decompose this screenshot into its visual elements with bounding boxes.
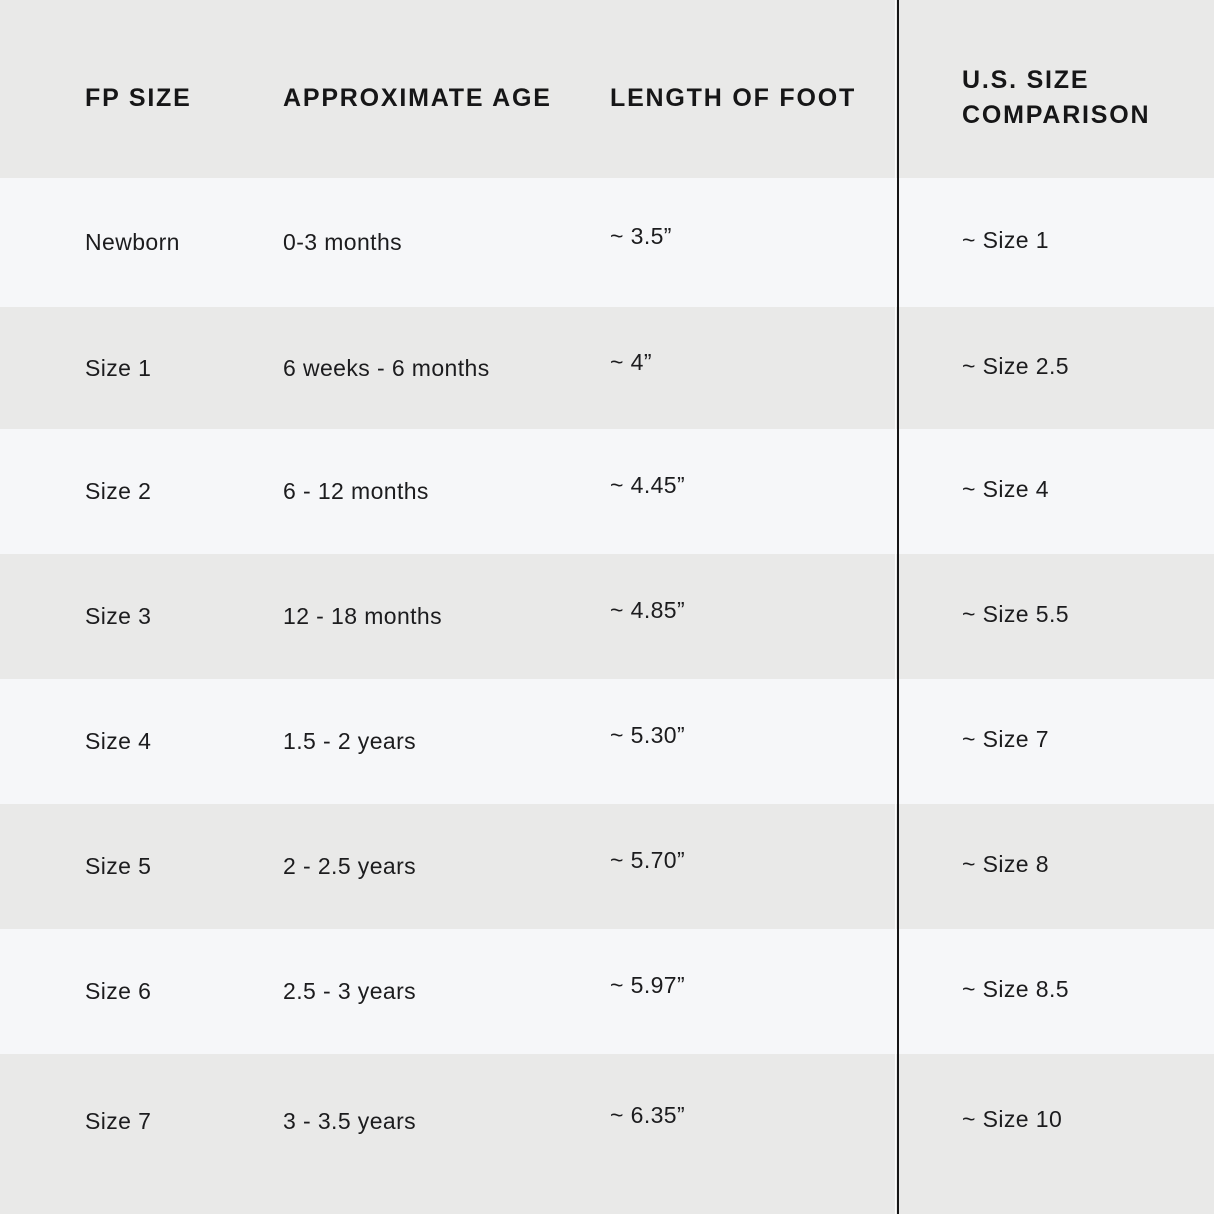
cell-us-size: ~ Size 2.5 [962, 352, 1069, 379]
cell-fp-size: Size 6 [85, 978, 152, 1004]
column-header-length-of-foot: LENGTH OF FOOT [610, 83, 857, 112]
cell-foot-length: ~ 5.30” [610, 722, 686, 748]
cell-fp-size: Size 4 [85, 728, 152, 754]
cell-fp-size: Size 2 [85, 478, 152, 504]
cell-age: 12 - 18 months [283, 603, 443, 629]
cell-age: 6 - 12 months [283, 478, 429, 504]
cell-fp-size: Size 5 [85, 853, 152, 879]
cell-us-size: ~ Size 1 [962, 227, 1049, 253]
column-header-us-size-comparison: U.S. SIZE COMPARISON [962, 66, 1151, 129]
cell-foot-length: ~ 5.97” [610, 972, 686, 998]
cell-age: 3 - 3.5 years [283, 1107, 417, 1134]
cell-us-size: ~ Size 10 [962, 1105, 1063, 1132]
table-header [0, 0, 1214, 178]
cell-foot-length: ~ 6.35” [610, 1101, 686, 1128]
table-body [0, 178, 1214, 1214]
table-row [0, 554, 1214, 679]
cell-fp-size: Size 3 [85, 603, 152, 629]
cell-age: 2.5 - 3 years [283, 978, 417, 1004]
cell-us-size: ~ Size 5.5 [962, 601, 1069, 627]
table-row [0, 1054, 1214, 1214]
cell-foot-length: ~ 4.85” [610, 597, 686, 623]
cell-foot-length: ~ 4.45” [610, 472, 686, 498]
cell-foot-length: ~ 3.5” [610, 223, 672, 249]
cell-age: 6 weeks - 6 months [283, 354, 490, 381]
cell-us-size: ~ Size 8.5 [962, 976, 1069, 1002]
column-header-approximate-age: APPROXIMATE AGE [283, 83, 552, 112]
cell-foot-length: ~ 4” [610, 348, 652, 375]
cell-fp-size: Size 1 [85, 354, 152, 381]
table-row [0, 679, 1214, 804]
table-row [0, 178, 1214, 307]
cell-us-size: ~ Size 4 [962, 476, 1049, 502]
cell-us-size: ~ Size 8 [962, 851, 1049, 877]
table-row [0, 804, 1214, 929]
table-row [0, 429, 1214, 554]
cell-age: 2 - 2.5 years [283, 853, 417, 879]
column-divider-line [897, 0, 899, 1214]
cell-age: 0-3 months [283, 229, 403, 255]
column-header-fp-size: FP SIZE [85, 83, 192, 112]
cell-age: 1.5 - 2 years [283, 728, 417, 754]
table-row [0, 307, 1214, 429]
cell-fp-size: Size 7 [85, 1107, 152, 1134]
cell-foot-length: ~ 5.70” [610, 847, 686, 873]
table-row [0, 929, 1214, 1054]
cell-fp-size: Newborn [85, 229, 180, 255]
cell-us-size: ~ Size 7 [962, 726, 1049, 752]
